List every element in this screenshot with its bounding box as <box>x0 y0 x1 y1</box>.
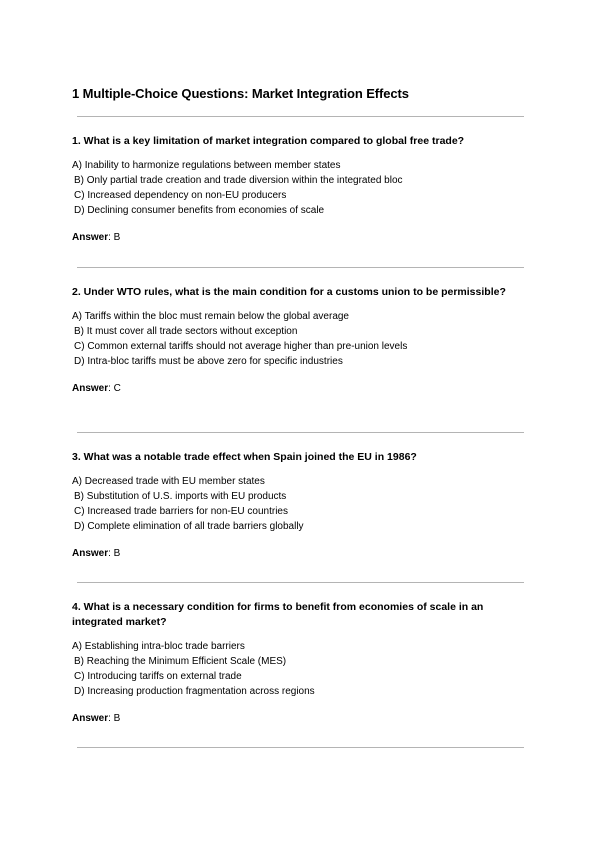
divider <box>77 267 524 268</box>
answer-value: : B <box>108 232 121 243</box>
option-b: B) Reaching the Minimum Efficient Scale (MES) <box>74 656 287 667</box>
option-c: C) Increased dependency on non-EU producers <box>74 190 287 201</box>
divider <box>77 432 524 433</box>
question-stem: 3. What was a notable trade effect when Spain joined the EU in 1986? <box>72 451 417 463</box>
divider <box>77 582 524 583</box>
option-a: A) Decreased trade with EU member states <box>72 476 265 487</box>
question-stem: 1. What is a key limitation of market integration compared to global free trade? <box>72 135 465 147</box>
divider <box>77 116 524 117</box>
option-a: A) Inability to harmonize regulations between member states <box>72 160 341 171</box>
page-title: 1 Multiple-Choice Questions: Market Integration Effects <box>72 86 409 101</box>
answer-label: Answer <box>72 383 109 394</box>
option-a: A) Establishing intra-bloc trade barriers <box>72 641 245 652</box>
answer-line <box>72 382 532 396</box>
option-d: D) Increasing production fragmentation across regions <box>74 686 315 697</box>
answer-label: Answer <box>72 713 109 724</box>
option-list <box>72 309 532 369</box>
answer-value: : B <box>108 713 121 724</box>
option-d: D) Intra-bloc tariffs must be above zero for specific industries <box>74 356 343 367</box>
answer-line <box>72 712 532 726</box>
question-3 <box>72 450 532 561</box>
answer-value: : B <box>108 548 121 559</box>
option-c: C) Introducing tariffs on external trade <box>74 671 242 682</box>
question-stem: 4. What is a necessary condition for firms to benefit from economies of scale in an integrated market? <box>72 601 484 628</box>
option-list <box>72 158 532 218</box>
option-b: B) It must cover all trade sectors without exception <box>74 326 298 337</box>
option-b: B) Substitution of U.S. imports with EU products <box>74 491 287 502</box>
question-2 <box>72 285 532 396</box>
answer-line <box>72 547 532 561</box>
answer-label: Answer <box>72 232 109 243</box>
answer-label: Answer <box>72 548 109 559</box>
option-a: A) Tariffs within the bloc must remain below the global average <box>72 311 349 322</box>
question-stem: 2. Under WTO rules, what is the main condition for a customs union to be permissible? <box>72 286 506 298</box>
option-d: D) Declining consumer benefits from economies of scale <box>74 205 325 216</box>
question-4 <box>72 600 532 726</box>
answer-value: : C <box>108 383 121 394</box>
option-c: C) Common external tariffs should not average higher than pre-union levels <box>74 341 408 352</box>
option-b: B) Only partial trade creation and trade diversion within the integrated bloc <box>74 175 403 186</box>
option-d: D) Complete elimination of all trade barriers globally <box>74 521 304 532</box>
question-1 <box>72 134 532 245</box>
option-c: C) Increased trade barriers for non-EU countries <box>74 506 288 517</box>
option-list <box>72 639 532 699</box>
answer-line <box>72 231 532 245</box>
option-list <box>72 474 532 534</box>
divider <box>77 747 524 748</box>
